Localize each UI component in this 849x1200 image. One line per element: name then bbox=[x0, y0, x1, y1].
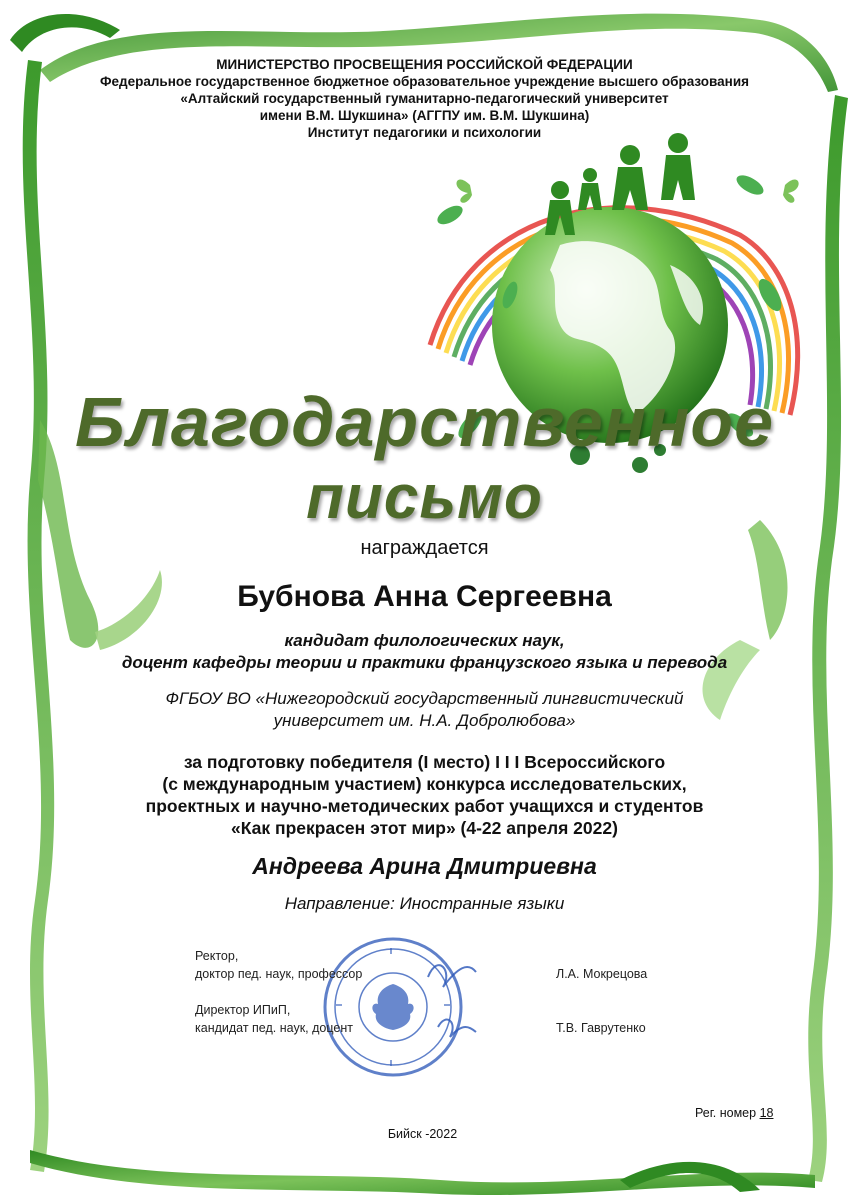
registration-number bbox=[695, 1106, 773, 1120]
director-title-line-1: Директор ИПиП, bbox=[195, 1003, 291, 1017]
ministry-line: МИНИСТЕРСТВО ПРОСВЕЩЕНИЯ РОССИЙСКОЙ ФЕДЕРАЦИИ bbox=[216, 57, 633, 72]
reason-line-1: за подготовку победителя (I место) I I I Всероссийского bbox=[183, 752, 666, 772]
reason-line-4: «Как прекрасен этот мир» (4-22 апреля 2022) bbox=[231, 818, 618, 838]
institution-type-line: Федеральное государственное бюджетное образовательное учреждение высшего образования bbox=[99, 74, 750, 89]
direction-label: Направление: Иностранные языки bbox=[284, 894, 565, 913]
reason-line-2: (с международным участием) конкурса исследовательских, bbox=[162, 774, 687, 794]
director-title-line-2: кандидат пед. наук, доцент bbox=[195, 1021, 353, 1035]
rector-title-line-2: доктор пед. наук, профессор bbox=[195, 967, 363, 981]
title-line-2: письмо bbox=[306, 463, 543, 532]
director-name: Т.В. Гаврутенко bbox=[556, 1021, 646, 1035]
city-year bbox=[0, 1127, 849, 1141]
awarded-label: награждается bbox=[360, 537, 489, 559]
city-year-text: Бийск -2022 bbox=[387, 1127, 458, 1141]
recipient-university bbox=[0, 688, 849, 732]
director-title bbox=[195, 1001, 353, 1037]
registration-value: 18 bbox=[759, 1106, 774, 1120]
degree-line-2: доцент кафедры теории и практики французского языка и перевода bbox=[121, 653, 728, 672]
rector-name: Л.А. Мокрецова bbox=[556, 967, 648, 981]
registration-label: Рег. номер bbox=[695, 1106, 757, 1120]
issuer-header bbox=[0, 56, 849, 141]
degree-line-1: кандидат филологических наук, bbox=[284, 631, 565, 650]
recipient-degree bbox=[0, 630, 849, 674]
university-line: «Алтайский государственный гуманитарно-педагогический университет bbox=[180, 91, 669, 106]
reason-line-3: проектных и научно-методических работ учащихся и студентов bbox=[145, 796, 704, 816]
rector-title-line-1: Ректор, bbox=[195, 949, 239, 963]
university-name-line: имени В.М. Шукшина» (АГГПУ им. В.М. Шукшина) bbox=[259, 108, 590, 123]
rector-title bbox=[195, 947, 362, 983]
institute-line: Институт педагогики и психологии bbox=[307, 125, 542, 140]
coat-of-arms-icon bbox=[372, 984, 413, 1030]
recipient-name: Бубнова Анна Сергеевна bbox=[237, 580, 612, 613]
university-line-1: ФГБОУ ВО «Нижегородский государственный лингвистический bbox=[165, 689, 684, 708]
university-line-2: университет им. Н.А. Добролюбова» bbox=[273, 711, 576, 730]
award-reason bbox=[0, 751, 849, 839]
student-name: Андреева Арина Дмитриевна bbox=[252, 853, 597, 879]
title-line-1: Благодарственное bbox=[74, 383, 775, 461]
